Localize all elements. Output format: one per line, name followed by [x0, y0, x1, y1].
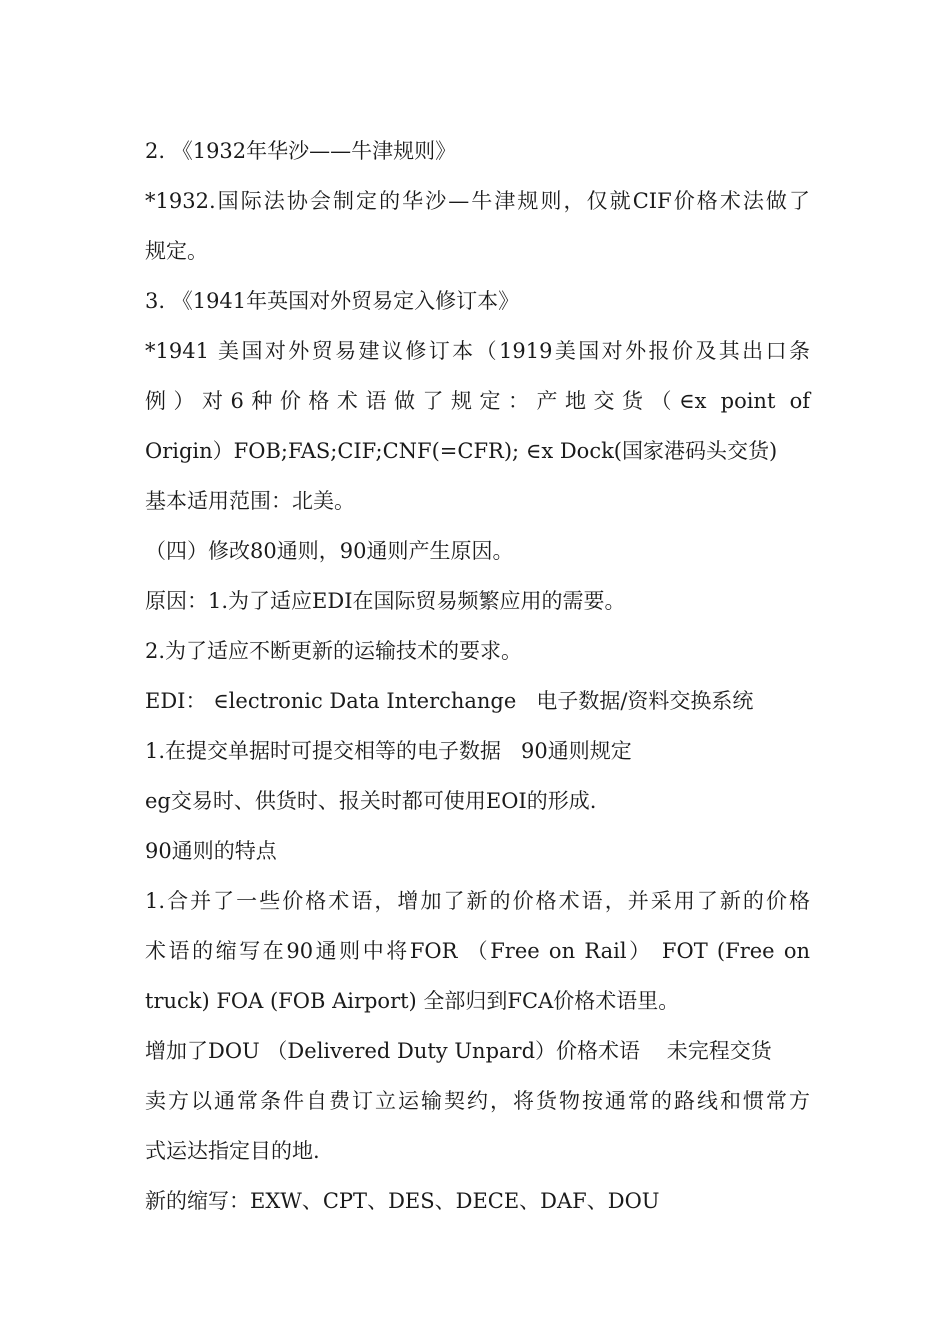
text-line: 术语的缩写在90通则中将FOR （Free on Rail） FOT (Free on — [145, 939, 810, 963]
text-line: 增加了DOU （Delivered Duty Unpard）价格术语 未完程交货 — [145, 1039, 772, 1063]
text-line: eg交易时、供货时、报关时都可使用EOI的形成. — [145, 789, 597, 813]
text-line: Origin）FOB;FAS;CIF;CNF(=CFR); ∈x Dock(国家港码头交货) — [145, 439, 778, 463]
text-line: 1.在提交单据时可提交相等的电子数据 90通则规定 — [145, 739, 632, 763]
text-line: EDI： ∈lectronic Data Interchange 电子数据/资料交换系统 — [145, 689, 754, 713]
text-line: 2.为了适应不断更新的运输技术的要求。 — [145, 639, 523, 663]
text-line: （四）修改80通则，90通则产生原因。 — [145, 539, 514, 563]
text-line: 2. 《1932年华沙——牛津规则》 — [145, 139, 457, 163]
text-line: 3. 《1941年英国对外贸易定入修订本》 — [145, 289, 520, 313]
text-line: 式运达指定目的地. — [145, 1139, 320, 1163]
text-line: 原因：1.为了适应EDI在国际贸易频繁应用的需要。 — [145, 589, 626, 613]
text-line: truck) FOA (FOB Airport) 全部归到FCA价格术语里。 — [145, 989, 680, 1013]
text-line: 基本适用范围：北美。 — [145, 489, 355, 513]
text-line: 卖方以通常条件自费订立运输契约，将货物按通常的路线和惯常方 — [145, 1089, 810, 1113]
text-line: 例）对6种价格术语做了规定：产地交货（∈x point of — [145, 389, 810, 413]
text-line: 90通则的特点 — [145, 839, 277, 863]
text-line: 规定。 — [145, 239, 208, 263]
text-line: *1941 美国对外贸易建议修订本（1919美国对外报价及其出口条 — [145, 339, 810, 363]
text-line: *1932.国际法协会制定的华沙—牛津规则，仅就CIF价格术法做了 — [145, 189, 810, 213]
text-line: 新的缩写：EXW、CPT、DES、DECE、DAF、DOU — [145, 1189, 660, 1213]
text-line: 1.合并了一些价格术语，增加了新的价格术语，并采用了新的价格 — [145, 889, 810, 913]
